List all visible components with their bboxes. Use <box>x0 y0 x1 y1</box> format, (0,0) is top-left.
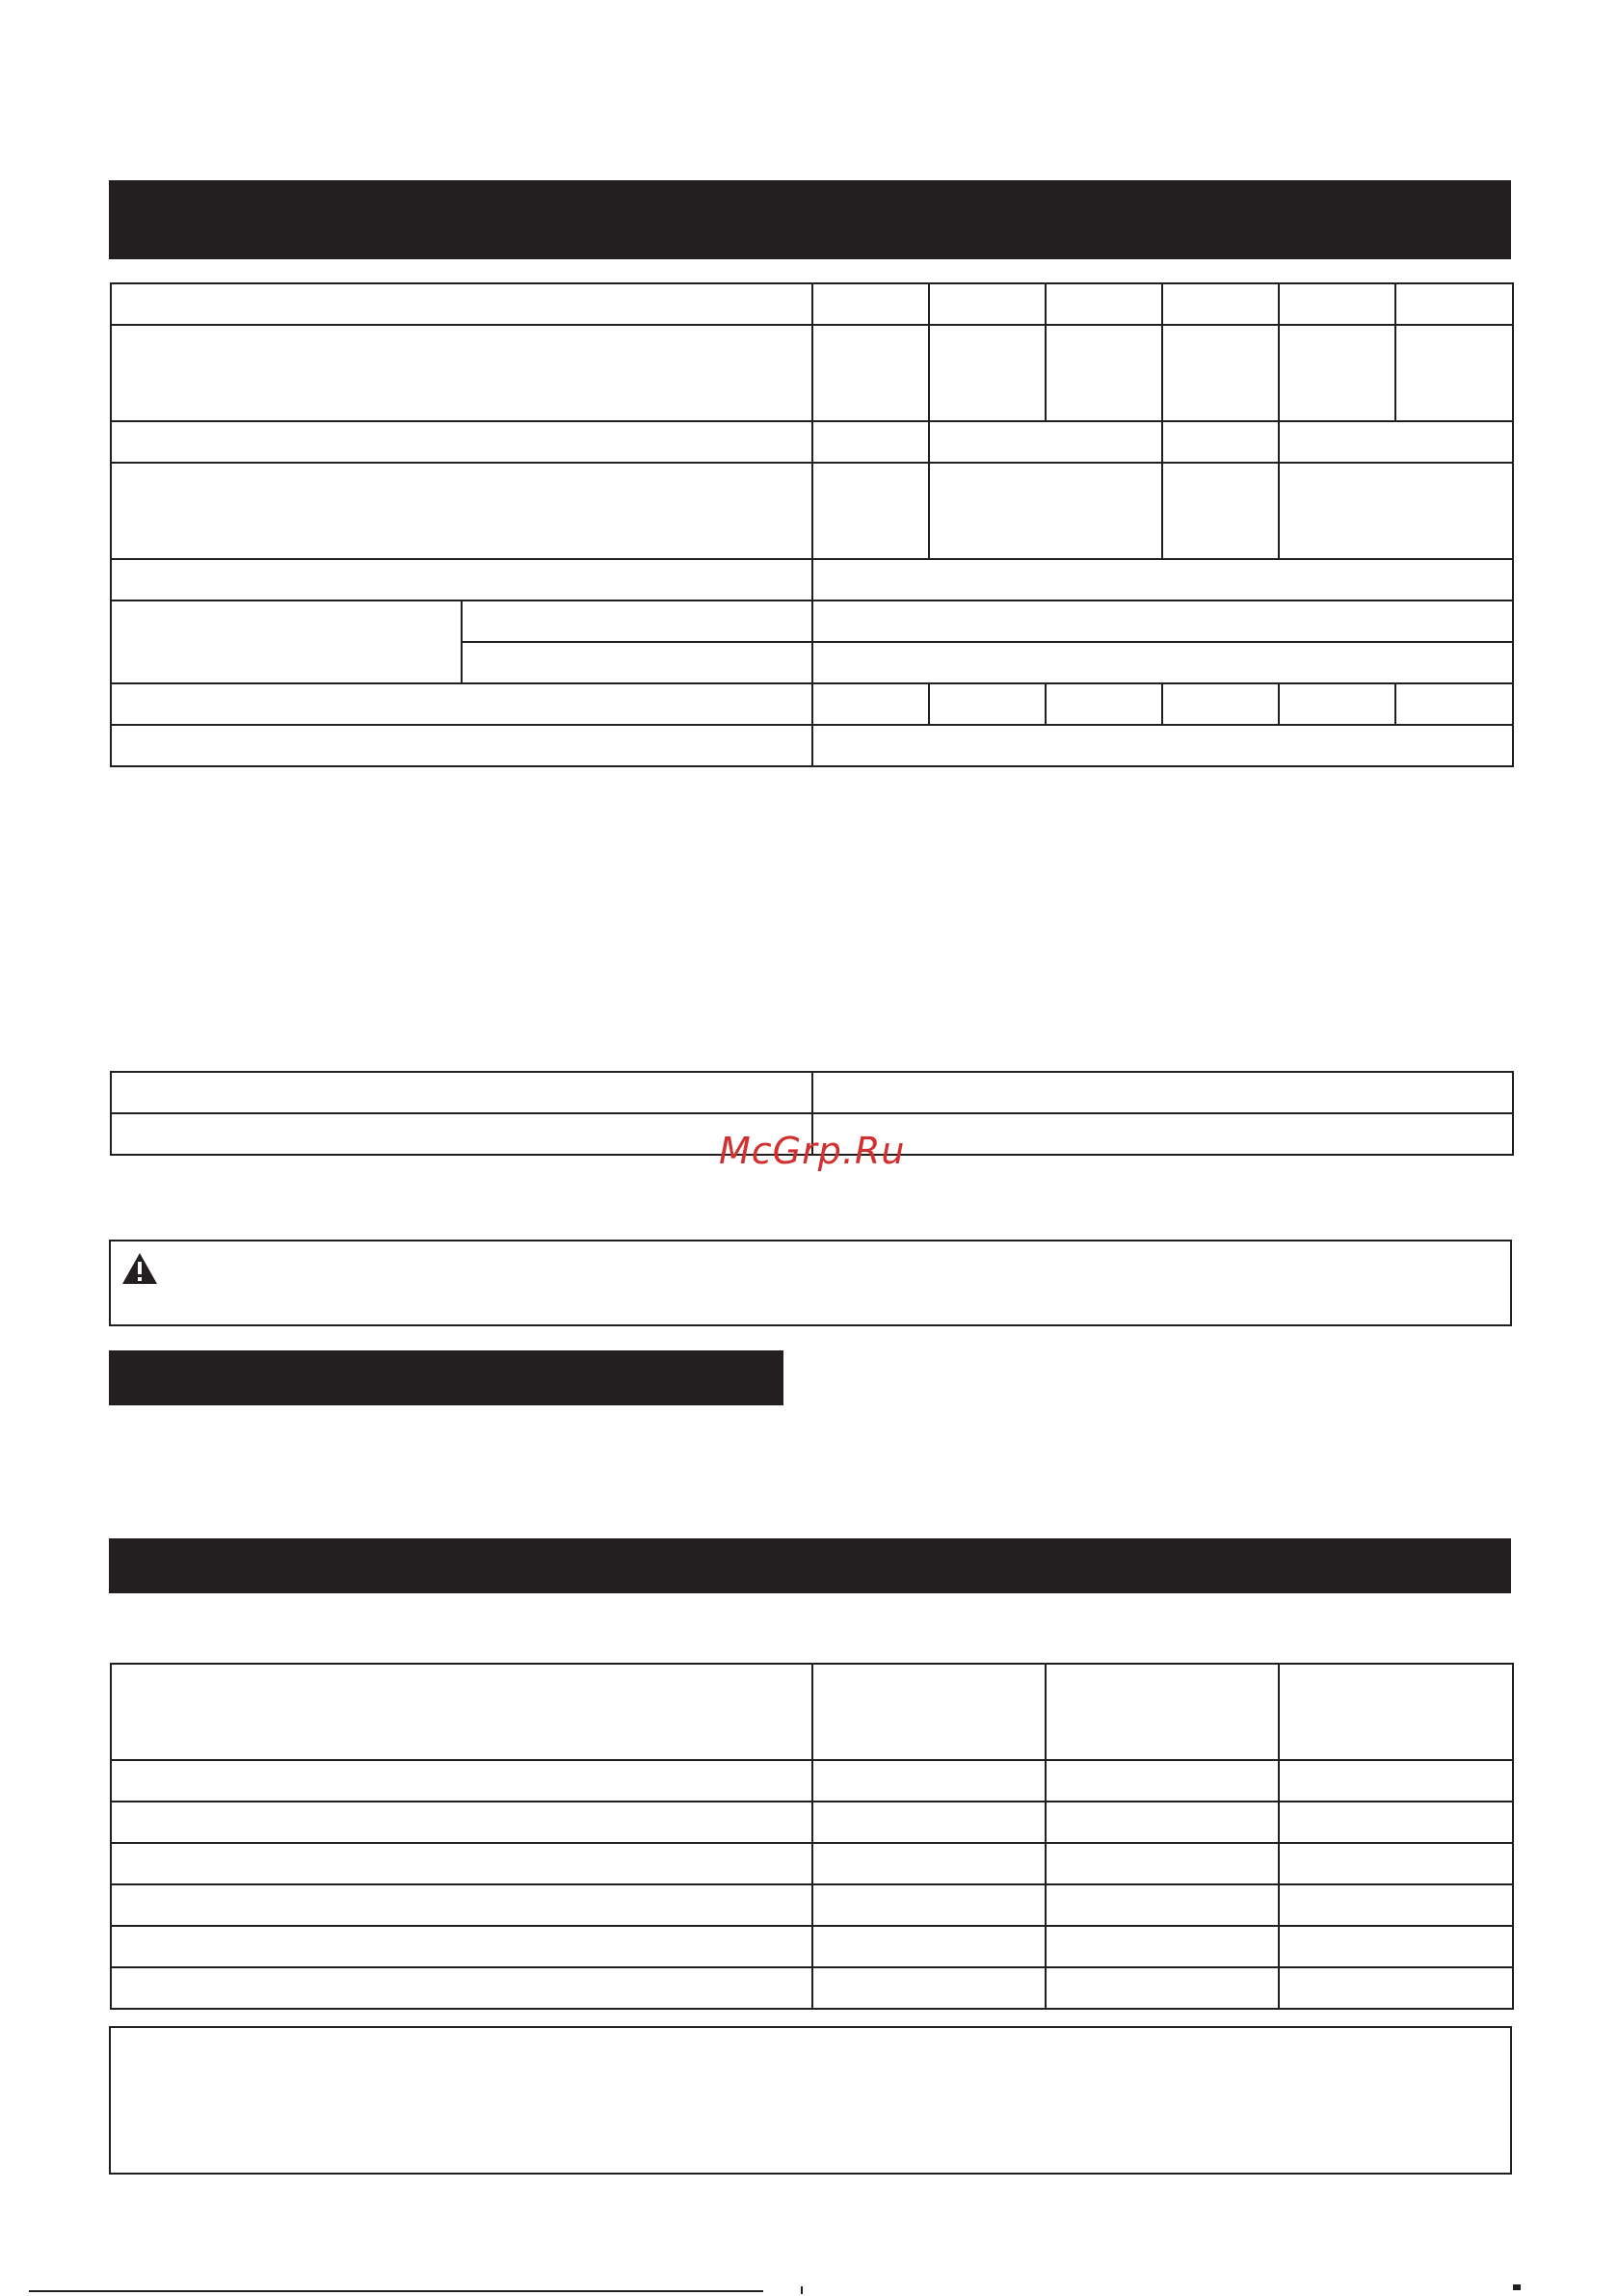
section-header-bar-middle <box>109 1538 1511 1593</box>
table-row <box>111 1664 1513 1760</box>
table-row <box>111 1843 1513 1884</box>
table-row <box>111 1072 1513 1113</box>
watermark: McGrp.Ru <box>719 1130 906 1172</box>
table-row <box>111 283 1513 325</box>
table-row <box>111 463 1513 559</box>
table-row <box>111 683 1513 725</box>
warning-box <box>109 1240 1512 1326</box>
footer-mark-center <box>801 2286 803 2294</box>
specifications-table <box>110 282 1514 767</box>
table-row <box>111 1802 1513 1843</box>
table-row <box>111 1760 1513 1802</box>
table-row <box>111 1884 1513 1926</box>
warning-triangle-icon <box>120 1251 159 1286</box>
footer-rule-left <box>29 2290 763 2292</box>
table-row <box>111 601 1513 642</box>
table-row <box>111 1967 1513 2009</box>
subsection-header-bar <box>109 1350 783 1405</box>
table-row <box>111 1926 1513 1967</box>
section-header-bar-top <box>109 180 1511 259</box>
footer-mark-right <box>1513 2284 1521 2290</box>
table-row <box>111 325 1513 421</box>
table-row <box>111 725 1513 766</box>
table-row <box>111 559 1513 601</box>
table-row <box>111 421 1513 463</box>
note-box <box>109 2026 1512 2175</box>
data-table-2 <box>110 1663 1514 2010</box>
